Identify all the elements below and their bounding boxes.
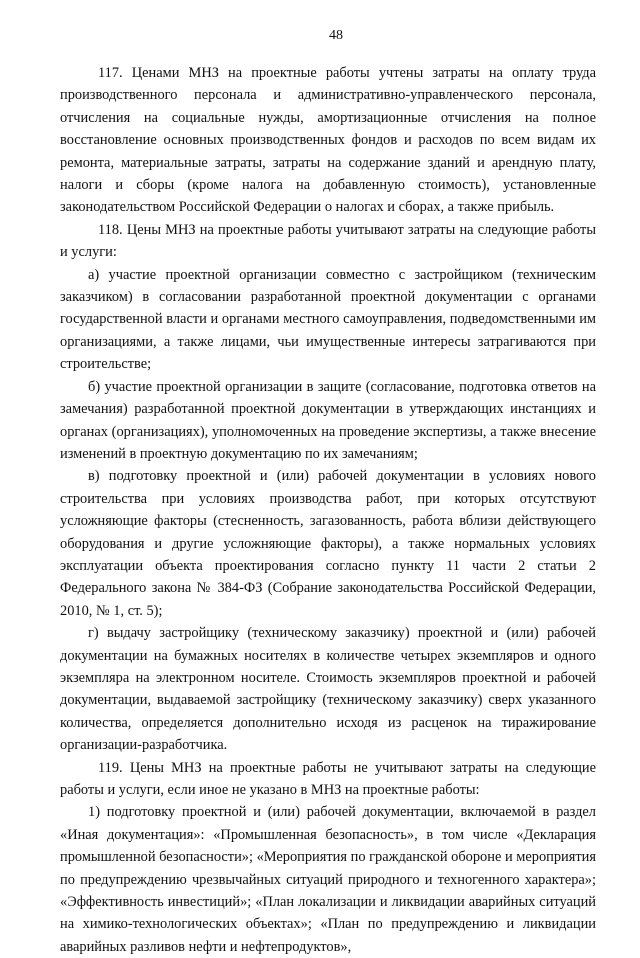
paragraph-119: 119. Цены МНЗ на проектные работы не учитывают затраты на следующие работы и услуги, если иное не указано в МНЗ на проектные работы: (60, 759, 596, 798)
page-number: 48 (329, 28, 343, 43)
list-item-a: а) участие проектной организации совместно с застройщиком (техническим заказчиком) в согласовании разработанной проектной документации с органами государственной власти и органами местного самоуправления, подведомственными им организациями, а также лицами, чьи имущественные интересы затрагиваются при строительстве; (60, 266, 596, 373)
paragraph-118: 118. Цены МНЗ на проектные работы учитывают затраты на следующие работы и услуги: (60, 221, 596, 261)
list-item-1: 1) подготовку проектной и (или) рабочей документации, включаемой в раздел «Иная документация»: «Промышленная безопасность», в том числе «Декларация промышленной безопасности»; «Мероприятия по гражданской обороне и мероприятия по предупреждению чрезвычайных ситуаций природного и техногенного характера»; «Эффективность инвестиций»; «План локализации и ликвидации аварийных ситуаций на химико-технологических объектах»; «План по предупреждению и ликвидации аварийных разливов нефти и нефтепродуктов», (60, 804, 596, 955)
list-item-b: б) участие проектной организации в защите (согласование, подготовка ответов на замечания) разработанной проектной документации в утверждающих инстанциях и органах (организациях), уполномоченных на проведение экспертизы, а также внесение изменений в проектную документацию по их замечаниям; (60, 378, 596, 462)
list-item-g: г) выдачу застройщику (техническому заказчику) проектной и (или) рабочей документации на бумажных носителях в количестве четырех экземпляров и одного экземпляра на электронном носителе. Стоимость экземпляров проектной и рабочей документации, выдаваемой застройщику (техническому заказчику) сверх указанного количества, определяется дополнительно исходя из расценок на тиражирование организации-разработчика. (60, 625, 596, 754)
paragraph-117: 117. Ценами МНЗ на проектные работы учтены затраты на оплату труда производственного персонала и административно-управленческого персонала, отчисления на социальные нужды, амортизационные отчисления на полное восстановление основных производственных фондов и расходов по всем видам их ремонта, материальные затраты, затраты на содержание зданий и арендную плату, налоги и сборы (кроме налога на добавленную стоимость), установленные законодательством Российской Федерации о налогах и сборах, а также прибыль. (60, 65, 596, 216)
list-item-v: в) подготовку проектной и (или) рабочей документации в условиях нового строительства при условиях производства работ, при которых отсутствуют усложняющие факторы (стесненность, загазованность, работа вблизи действующего оборудования и другие усложняющие факторы), а также нормальных условиях эксплуатации объекта проектирования согласно пункту 11 части 2 статьи 2 Федерального закона № 384-ФЗ (Собрание законодательства Российской Федерации, 2010, № 1, ст. 5); (60, 468, 596, 619)
